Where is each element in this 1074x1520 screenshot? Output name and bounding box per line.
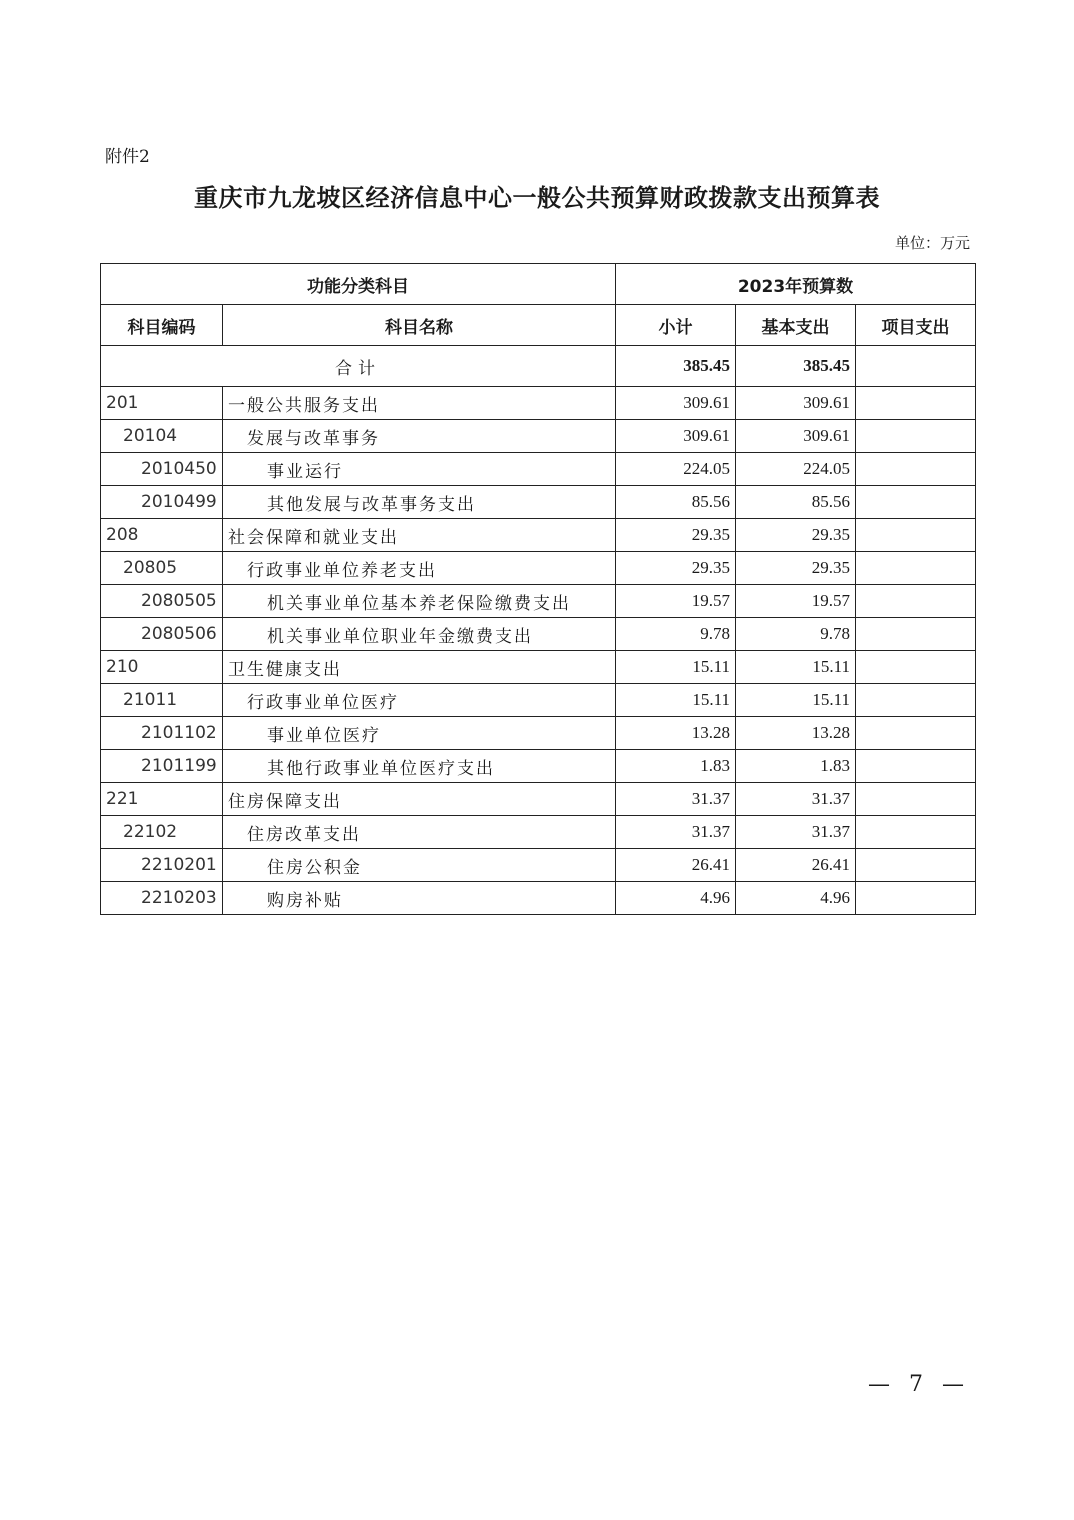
column-header-subtotal: 小计 — [616, 305, 736, 346]
table-row — [101, 651, 976, 684]
basic-cell: 13.28 — [736, 717, 856, 750]
total-subtotal: 385.45 — [616, 346, 736, 387]
subtotal-cell: 1.83 — [616, 750, 736, 783]
code-cell: 2010450 — [101, 453, 223, 486]
subtotal-cell: 31.37 — [616, 816, 736, 849]
page-title: 重庆市九龙坡区经济信息中心一般公共预算财政拨款支出预算表 — [194, 183, 880, 212]
table-row — [101, 453, 976, 486]
name-cell: 卫生健康支出 — [223, 651, 616, 684]
table-row — [101, 585, 976, 618]
table-row — [101, 783, 976, 816]
code-cell: 2010499 — [101, 486, 223, 519]
project-cell — [856, 849, 976, 882]
budget-group-header: 2023年预算数 — [616, 264, 976, 305]
subtotal-cell: 4.96 — [616, 882, 736, 915]
table-row — [101, 519, 976, 552]
project-cell — [856, 882, 976, 915]
table-row — [101, 552, 976, 585]
basic-cell: 9.78 — [736, 618, 856, 651]
name-cell: 机关事业单位职业年金缴费支出 — [223, 618, 616, 651]
column-header-row — [101, 305, 976, 346]
functional-group-header: 功能分类科目 — [101, 264, 616, 305]
subtotal-cell: 309.61 — [616, 387, 736, 420]
column-header-code: 科目编码 — [101, 305, 223, 346]
name-cell: 行政事业单位医疗 — [223, 684, 616, 717]
basic-cell: 29.35 — [736, 552, 856, 585]
table-body — [101, 346, 976, 915]
code-cell: 210 — [101, 651, 223, 684]
code-cell: 2210201 — [101, 849, 223, 882]
table-row — [101, 387, 976, 420]
project-cell — [856, 651, 976, 684]
project-cell — [856, 387, 976, 420]
code-cell: 21011 — [101, 684, 223, 717]
basic-cell: 224.05 — [736, 453, 856, 486]
total-row — [101, 346, 976, 387]
unit-label: 单位：万元 — [894, 234, 970, 252]
table-row — [101, 816, 976, 849]
code-cell: 22102 — [101, 816, 223, 849]
code-cell: 2080505 — [101, 585, 223, 618]
code-cell: 2210203 — [101, 882, 223, 915]
code-cell: 2101199 — [101, 750, 223, 783]
table-row — [101, 420, 976, 453]
subtotal-cell: 26.41 — [616, 849, 736, 882]
total-basic: 385.45 — [736, 346, 856, 387]
basic-cell: 85.56 — [736, 486, 856, 519]
code-cell: 221 — [101, 783, 223, 816]
code-cell: 208 — [101, 519, 223, 552]
column-header-basic: 基本支出 — [736, 305, 856, 346]
subtotal-cell: 15.11 — [616, 684, 736, 717]
basic-cell: 19.57 — [736, 585, 856, 618]
project-cell — [856, 618, 976, 651]
project-cell — [856, 519, 976, 552]
name-cell: 事业运行 — [223, 453, 616, 486]
name-cell: 行政事业单位养老支出 — [223, 552, 616, 585]
basic-cell: 15.11 — [736, 651, 856, 684]
name-cell: 机关事业单位基本养老保险缴费支出 — [223, 585, 616, 618]
subtotal-cell: 15.11 — [616, 651, 736, 684]
basic-cell: 309.61 — [736, 387, 856, 420]
table-row — [101, 618, 976, 651]
subtotal-cell: 309.61 — [616, 420, 736, 453]
basic-cell: 26.41 — [736, 849, 856, 882]
subtotal-cell: 224.05 — [616, 453, 736, 486]
project-cell — [856, 420, 976, 453]
name-cell: 住房改革支出 — [223, 816, 616, 849]
name-cell: 其他发展与改革事务支出 — [223, 486, 616, 519]
table-row — [101, 717, 976, 750]
project-cell — [856, 552, 976, 585]
code-cell: 2080506 — [101, 618, 223, 651]
name-cell: 社会保障和就业支出 — [223, 519, 616, 552]
code-cell: 20805 — [101, 552, 223, 585]
subtotal-cell: 29.35 — [616, 552, 736, 585]
project-cell — [856, 684, 976, 717]
table-row — [101, 486, 976, 519]
project-cell — [856, 585, 976, 618]
code-cell: 20104 — [101, 420, 223, 453]
name-cell: 购房补贴 — [223, 882, 616, 915]
basic-cell: 31.37 — [736, 816, 856, 849]
subtotal-cell: 29.35 — [616, 519, 736, 552]
project-cell — [856, 453, 976, 486]
group-header-row — [101, 264, 976, 305]
project-cell — [856, 783, 976, 816]
project-cell — [856, 750, 976, 783]
basic-cell: 1.83 — [736, 750, 856, 783]
table-row — [101, 882, 976, 915]
column-header-name: 科目名称 — [223, 305, 616, 346]
basic-cell: 31.37 — [736, 783, 856, 816]
name-cell: 其他行政事业单位医疗支出 — [223, 750, 616, 783]
total-project — [856, 346, 976, 387]
table-row — [101, 684, 976, 717]
project-cell — [856, 816, 976, 849]
name-cell: 一般公共服务支出 — [223, 387, 616, 420]
name-cell: 事业单位医疗 — [223, 717, 616, 750]
subtotal-cell: 19.57 — [616, 585, 736, 618]
name-cell: 住房保障支出 — [223, 783, 616, 816]
column-header-project: 项目支出 — [856, 305, 976, 346]
subtotal-cell: 13.28 — [616, 717, 736, 750]
basic-cell: 309.61 — [736, 420, 856, 453]
project-cell — [856, 717, 976, 750]
basic-cell: 29.35 — [736, 519, 856, 552]
name-cell: 住房公积金 — [223, 849, 616, 882]
attachment-label: 附件2 — [105, 147, 150, 167]
basic-cell: 15.11 — [736, 684, 856, 717]
code-cell: 201 — [101, 387, 223, 420]
code-cell: 2101102 — [101, 717, 223, 750]
total-label: 合计 — [101, 346, 616, 387]
table-row — [101, 849, 976, 882]
project-cell — [856, 486, 976, 519]
table-row — [101, 750, 976, 783]
basic-cell: 4.96 — [736, 882, 856, 915]
budget-table — [100, 263, 976, 915]
name-cell: 发展与改革事务 — [223, 420, 616, 453]
subtotal-cell: 85.56 — [616, 486, 736, 519]
subtotal-cell: 31.37 — [616, 783, 736, 816]
page-number: — 7 — — [868, 1372, 970, 1397]
subtotal-cell: 9.78 — [616, 618, 736, 651]
